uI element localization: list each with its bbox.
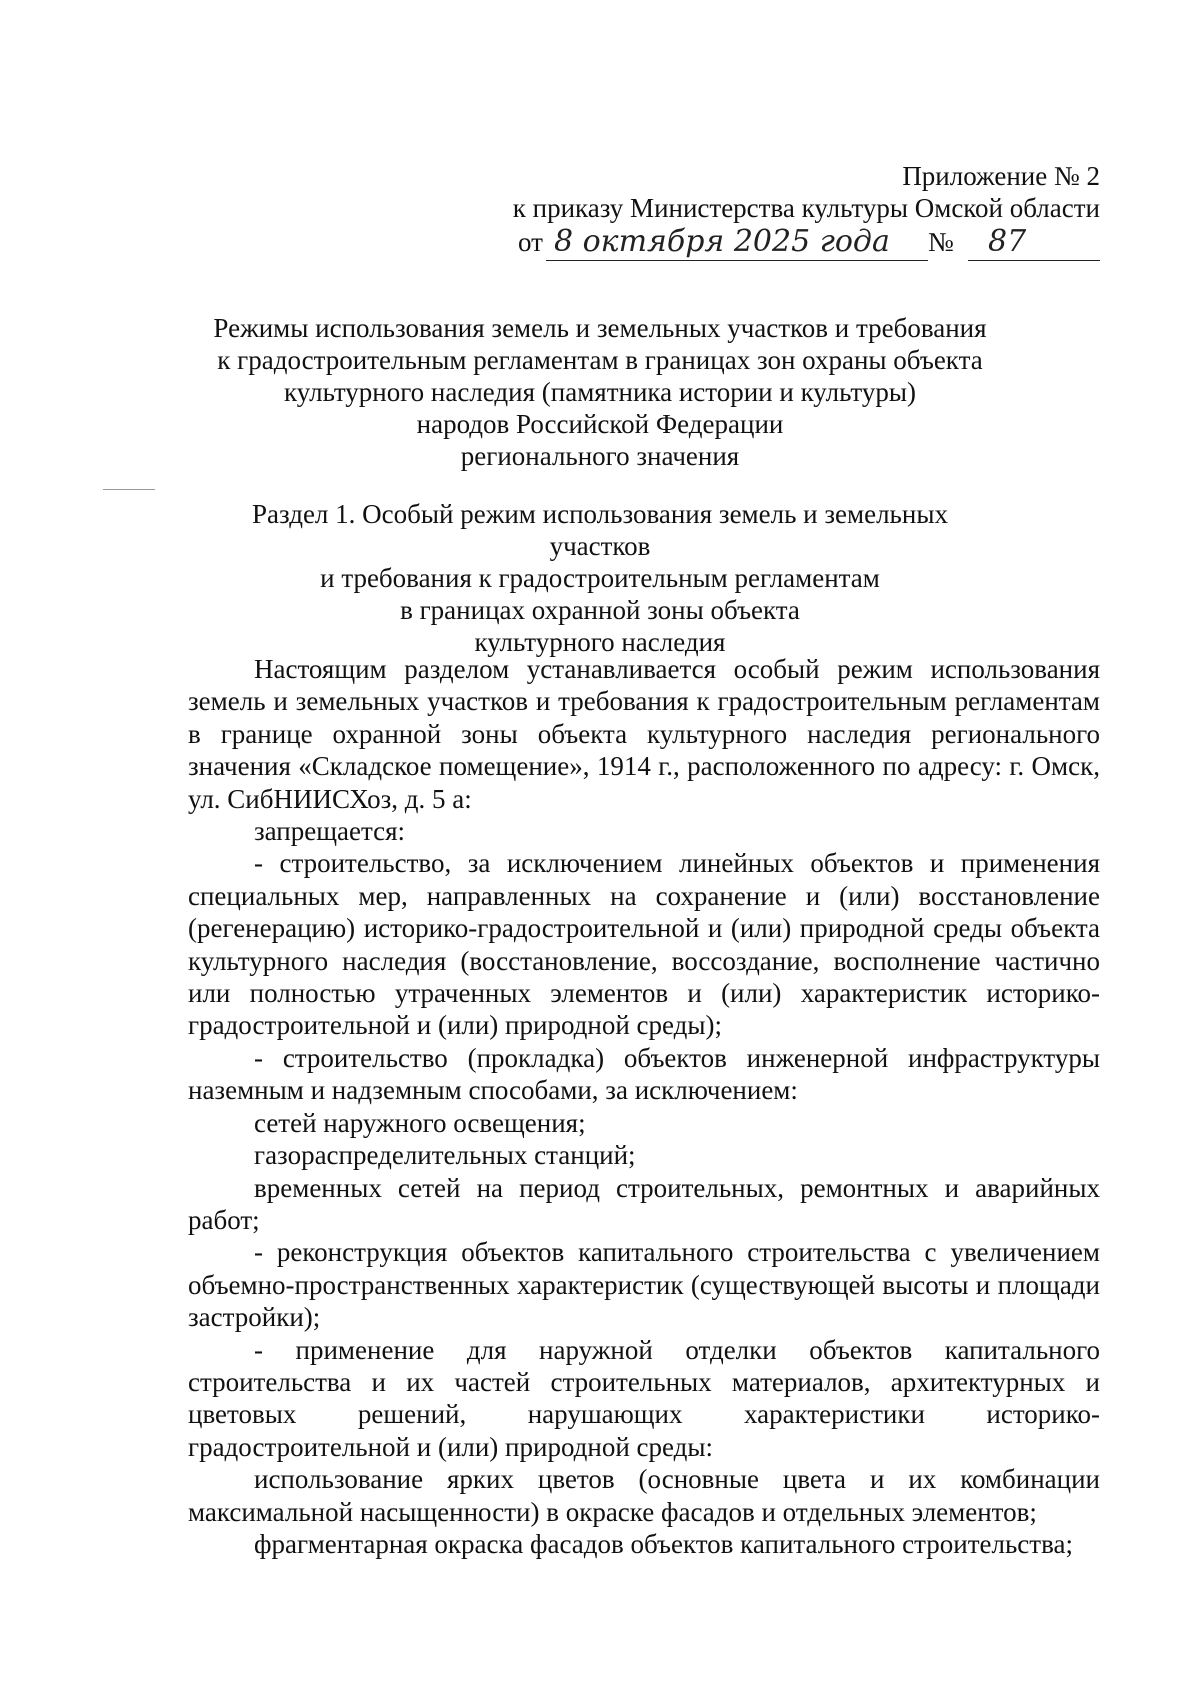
sub-item: сетей наружного освещения;: [254, 1107, 586, 1138]
section-line: культурного наследия: [474, 627, 726, 657]
list-item: - применение для наружной отделки объектов капитального строительства и их частей строительных материалов, архитектурных и цветовых решений, нарушающих характеристики историко-градостроительной и (или) природной среды:: [188, 1334, 1100, 1462]
appendix-order-reference: к приказу Министерства культуры Омской области: [512, 193, 1100, 223]
appendix-header: [460, 160, 1100, 264]
title-line: регионального значения: [460, 441, 740, 471]
list-item: - строительство, за исключением линейных объектов и применения специальных мер, направленных на сохранение и (или) восстановление (регенерацию) историко-градостроительной и (или) природной среды объекта культурного наследия (восстановление, воссоздание, восполнение частично или полностью утраченных элементов и (или) характеристик историко-градостроительной и (или) природной среды);: [188, 848, 1100, 1041]
title-line: народов Российской Федерации: [416, 409, 784, 439]
section-heading: [200, 498, 1000, 658]
number-underline: [968, 260, 1100, 261]
date-underline: [546, 260, 928, 261]
date-prefix: от: [518, 227, 543, 257]
handwritten-date: 8 октября 2025 года: [554, 224, 890, 259]
appendix-number: Приложение № 2: [902, 161, 1100, 191]
sub-item: газораспределительных станций;: [254, 1140, 636, 1171]
handwritten-number: 87: [988, 224, 1027, 259]
title-line: культурного наследия (памятника истории и культуры): [284, 377, 916, 407]
section-line: и требования к градостроительным регламентам: [320, 563, 880, 593]
sub-item: фрагментарная окраска фасадов объектов капитального строительства;: [254, 1528, 1073, 1559]
title-line: Режимы использования земель и земельных участков и требования: [213, 313, 987, 343]
prohibited-heading: запрещается:: [254, 816, 406, 847]
intro-paragraph: Настоящим разделом устанавливается особый режим использования земель и земельных участков и требования к градостроительным регламентам в границе охранной зоны объекта культурного наследия регионального значения «Складское помещение», 1914 г., расположенного по адресу: г. Омск, ул. СибНИИСХоз, д. 5 а:: [188, 654, 1100, 814]
section-line: Раздел 1. Особый режим использования земель и земельных участков: [252, 499, 948, 561]
list-item: - строительство (прокладка) объектов инженерной инфраструктуры наземным и надземным способами, за исключением:: [188, 1042, 1100, 1106]
scan-artifact-line: [103, 489, 155, 490]
title-line: к градостроительным регламентам в границах зон охраны объекта: [217, 345, 983, 375]
sub-item: временных сетей на период строительных, ремонтных и аварийных работ;: [188, 1172, 1100, 1235]
document-body: [188, 653, 1100, 1560]
document-title: [200, 312, 1000, 472]
order-date-line: [460, 224, 1100, 264]
section-line: в границах охранной зоны объекта: [400, 595, 800, 625]
sub-item: использование ярких цветов (основные цвета и их комбинации максимальной насыщенности) в окраске фасадов и отдельных элементов;: [188, 1464, 1100, 1527]
list-item: - реконструкция объектов капитального строительства с увеличением объемно-пространственных характеристик (существующей высоты и площади застройки);: [188, 1237, 1100, 1333]
number-sign: №: [928, 227, 954, 257]
